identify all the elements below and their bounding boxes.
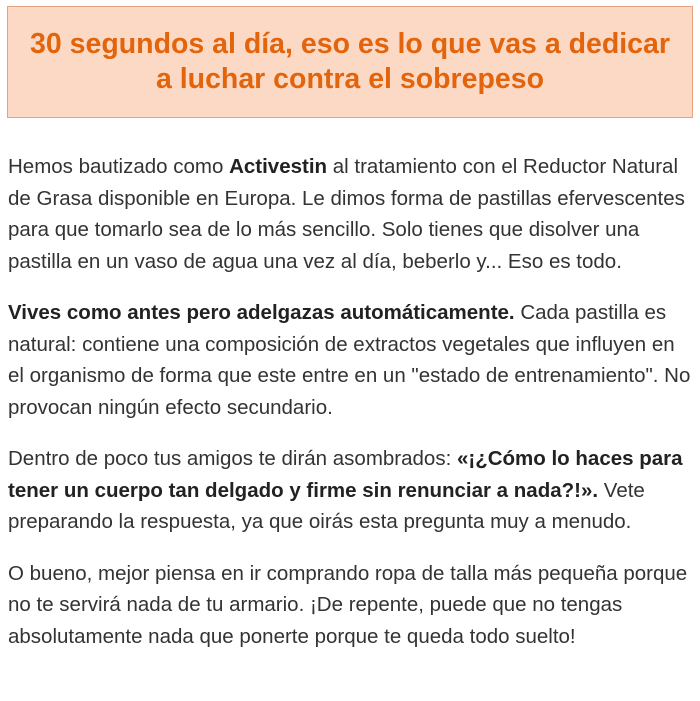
product-name: Activestin: [229, 155, 328, 178]
paragraph-intro-rest: al tratamiento con el Reductor Natural de Grasa disponible en Europa. Le dimos forma de pastillas efervescentes para que tomarlo sea de lo más sencillo. Solo tienes que disolver una pastilla en un vaso de agua una vez al día, beberlo y... Eso es todo.: [8, 155, 685, 273]
paragraph-friends-lead: Dentro de poco tus amigos te dirán asombrados:: [8, 447, 457, 470]
paragraph-benefits: [8, 297, 692, 423]
paragraph-intro: [8, 151, 692, 277]
paragraph-intro-lead: Hemos bautizado como: [8, 155, 230, 178]
paragraph-friends-rest: Vete preparando la respuesta, ya que oirás esta pregunta muy a menudo.: [8, 478, 645, 533]
paragraph-friends: [8, 443, 692, 538]
page-headline: 30 segundos al día, eso es lo que vas a dedicar a luchar contra el sobrepeso: [30, 28, 670, 95]
paragraph-benefits-emphasis: Vives como antes pero adelgazas automáticamente.: [8, 301, 515, 324]
paragraph-clothes: O bueno, mejor piensa en ir comprando ropa de talla más pequeña porque no te servirá nada de tu armario. ¡De repente, puede que no tengas absolutamente nada que ponerte porque te queda todo suelto!: [8, 561, 688, 648]
article-body: [8, 151, 692, 672]
headline-box: [7, 6, 693, 118]
paragraph-friends-quote: «¡¿Cómo lo haces para tener un cuerpo tan delgado y firme sin renunciar a nada?!».: [8, 447, 683, 502]
paragraph-benefits-rest: Cada pastilla es natural: contiene una composición de extractos vegetales que influyen en el organismo de forma que este entre en un "estado de entrenamiento". No provocan ningún efecto secundario.: [8, 301, 691, 419]
